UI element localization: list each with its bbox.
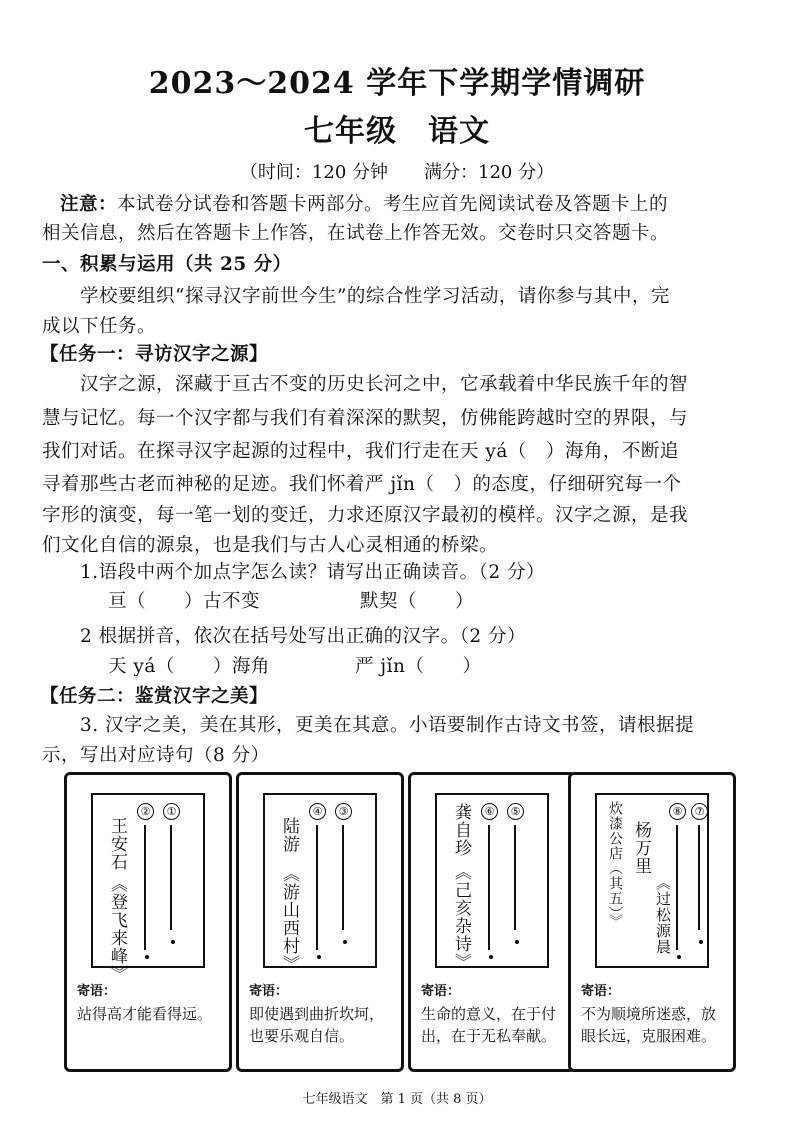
task1-para-2: 慧与记忆。每一个汉字都与我们有着深深的默契，仿佛能跨越时空的界限，与 (42, 408, 689, 429)
bookmark-poem-title: 《过松源晨 (654, 875, 672, 955)
end-dot (677, 955, 681, 959)
bookmark-poem-subtitle: 炊漆公店（其五）》 (607, 801, 623, 929)
section-intro-2: 成以下任务。 (42, 316, 157, 337)
bookmark-card (568, 772, 736, 1072)
question-1: 1.语段中两个加点字怎么读？请写出正确读音。（2 分） (80, 562, 546, 583)
answer-line[interactable] (698, 825, 700, 930)
blank-number: ③ (335, 803, 352, 820)
bookmark-author: 杨万里 (631, 821, 651, 875)
end-dot (699, 940, 703, 944)
end-dot (317, 955, 321, 959)
blank-number: ⑧ (669, 803, 686, 820)
bookmark-poem-title: 《游山西村》 (279, 865, 299, 973)
blank-number: ⑦ (691, 803, 708, 820)
task1-heading: 【任务一：寻访汉字之源】 (40, 344, 269, 365)
note-label: 寄语： (249, 984, 289, 999)
bookmark-frame (91, 793, 205, 983)
answer-line[interactable] (144, 825, 146, 950)
question-3-line-1: 3. 汉字之美，美在其形，更美在其意。小语要制作古诗文书签，请根据提 (80, 715, 695, 736)
exam-subtitle: 七年级 语文 (304, 114, 490, 149)
note-text: 不为顺境所迷惑，放眼长远，克服困难。 (581, 1005, 717, 1045)
notice-line-1 (60, 190, 668, 216)
question-2-blank-a[interactable]: 天 yá（ ）海角 (108, 656, 270, 677)
end-dot (515, 940, 519, 944)
notice-text-1: 本试卷分试卷和答题卡两部分。考生应首先阅读试卷及答题卡上的 (117, 194, 669, 215)
note-label: 寄语： (77, 984, 117, 999)
bookmark-note (421, 981, 569, 1047)
bookmark-frame (595, 793, 709, 968)
answer-line[interactable] (342, 825, 344, 930)
task2-heading: 【任务二：鉴赏汉字之美】 (40, 686, 269, 707)
blank-number: ② (137, 803, 154, 820)
notice-label: 注意： (60, 194, 118, 215)
answer-line[interactable] (514, 825, 516, 930)
exam-title: 2023～2024 学年下学期学情调研 (148, 66, 646, 101)
bookmark-card (64, 772, 232, 1072)
bookmark-note (77, 981, 225, 1025)
end-dot (489, 955, 493, 959)
end-dot (145, 955, 149, 959)
bookmark-frame (435, 793, 549, 971)
note-label: 寄语： (421, 984, 461, 999)
bookmark-note (249, 981, 397, 1047)
note-text: 站得高才能看得远。 (77, 1005, 213, 1023)
question-1-blank-b[interactable]: 默契（ ） (360, 591, 475, 612)
bookmark-note (581, 981, 729, 1047)
blank-number: ① (163, 803, 180, 820)
blank-number: ④ (309, 803, 326, 820)
note-text: 即使遇到曲折坎坷，也要乐观自信。 (249, 1005, 385, 1045)
question-1-blank-a[interactable]: 亘（ ）古不变 (108, 591, 261, 612)
task1-para-6: 们文化自信的源泉，也是我们与古人心灵相通的桥梁。 (42, 535, 499, 556)
bookmark-poem-title: 《登飞来峰》 (107, 875, 127, 983)
section-heading: 一、积累与运用（共 25 分） (42, 254, 292, 275)
note-text: 生命的意义，在于付出，在于无私奉献。 (421, 1005, 557, 1045)
task1-para-1: 汉字之源，深藏于亘古不变的历史长河之中，它承载着中华民族千年的智 (80, 374, 689, 395)
bookmark-frame (263, 793, 377, 973)
question-2: 2 根据拼音，依次在括号处写出正确的汉字。（2 分） (80, 626, 527, 647)
task1-para-3: 我们对话。在探寻汉字起源的过程中，我们行走在天 yá（ ）海角，不断追 (42, 441, 679, 462)
bookmark-card (236, 772, 404, 1072)
note-label: 寄语： (581, 984, 621, 999)
bookmark-card (408, 772, 576, 1072)
end-dot (171, 940, 175, 944)
answer-line[interactable] (316, 825, 318, 950)
bookmark-author: 龚自珍 (451, 803, 471, 857)
page-footer: 七年级语文 第 1 页（共 8 页） (302, 1092, 492, 1107)
task1-para-5: 字形的演变，每一笔一划的变迁，力求还原汉字最初的模样。汉字之源，是我 (42, 505, 689, 526)
question-2-blank-b[interactable]: 严 jǐn（ ） (355, 656, 482, 677)
section-intro-1: 学校要组织“探寻汉字前世今生”的综合性学习活动，请你参与其中，完 (80, 286, 670, 307)
bookmark-author: 王安石 (107, 817, 127, 871)
blank-number: ⑥ (481, 803, 498, 820)
notice-line-2: 相关信息，然后在答题卡上作答，在试卷上作答无效。交卷时只交答题卡。 (42, 223, 670, 244)
exam-info: （时间：120 分钟 满分：120 分） (239, 162, 555, 183)
answer-line[interactable] (676, 825, 678, 950)
blank-number: ⑤ (507, 803, 524, 820)
bookmark-author: 陆游 (279, 817, 299, 853)
task1-para-4: 寻着那些古老而神秘的足迹。我们怀着严 jǐn（ ）的态度，仔细研究每一个 (42, 474, 682, 495)
end-dot (343, 940, 347, 944)
answer-line[interactable] (488, 825, 490, 950)
answer-line[interactable] (170, 825, 172, 930)
bookmark-poem-title: 《己亥杂诗》 (451, 863, 471, 971)
question-3-line-2: 示，写出对应诗句（8 分） (42, 745, 270, 766)
